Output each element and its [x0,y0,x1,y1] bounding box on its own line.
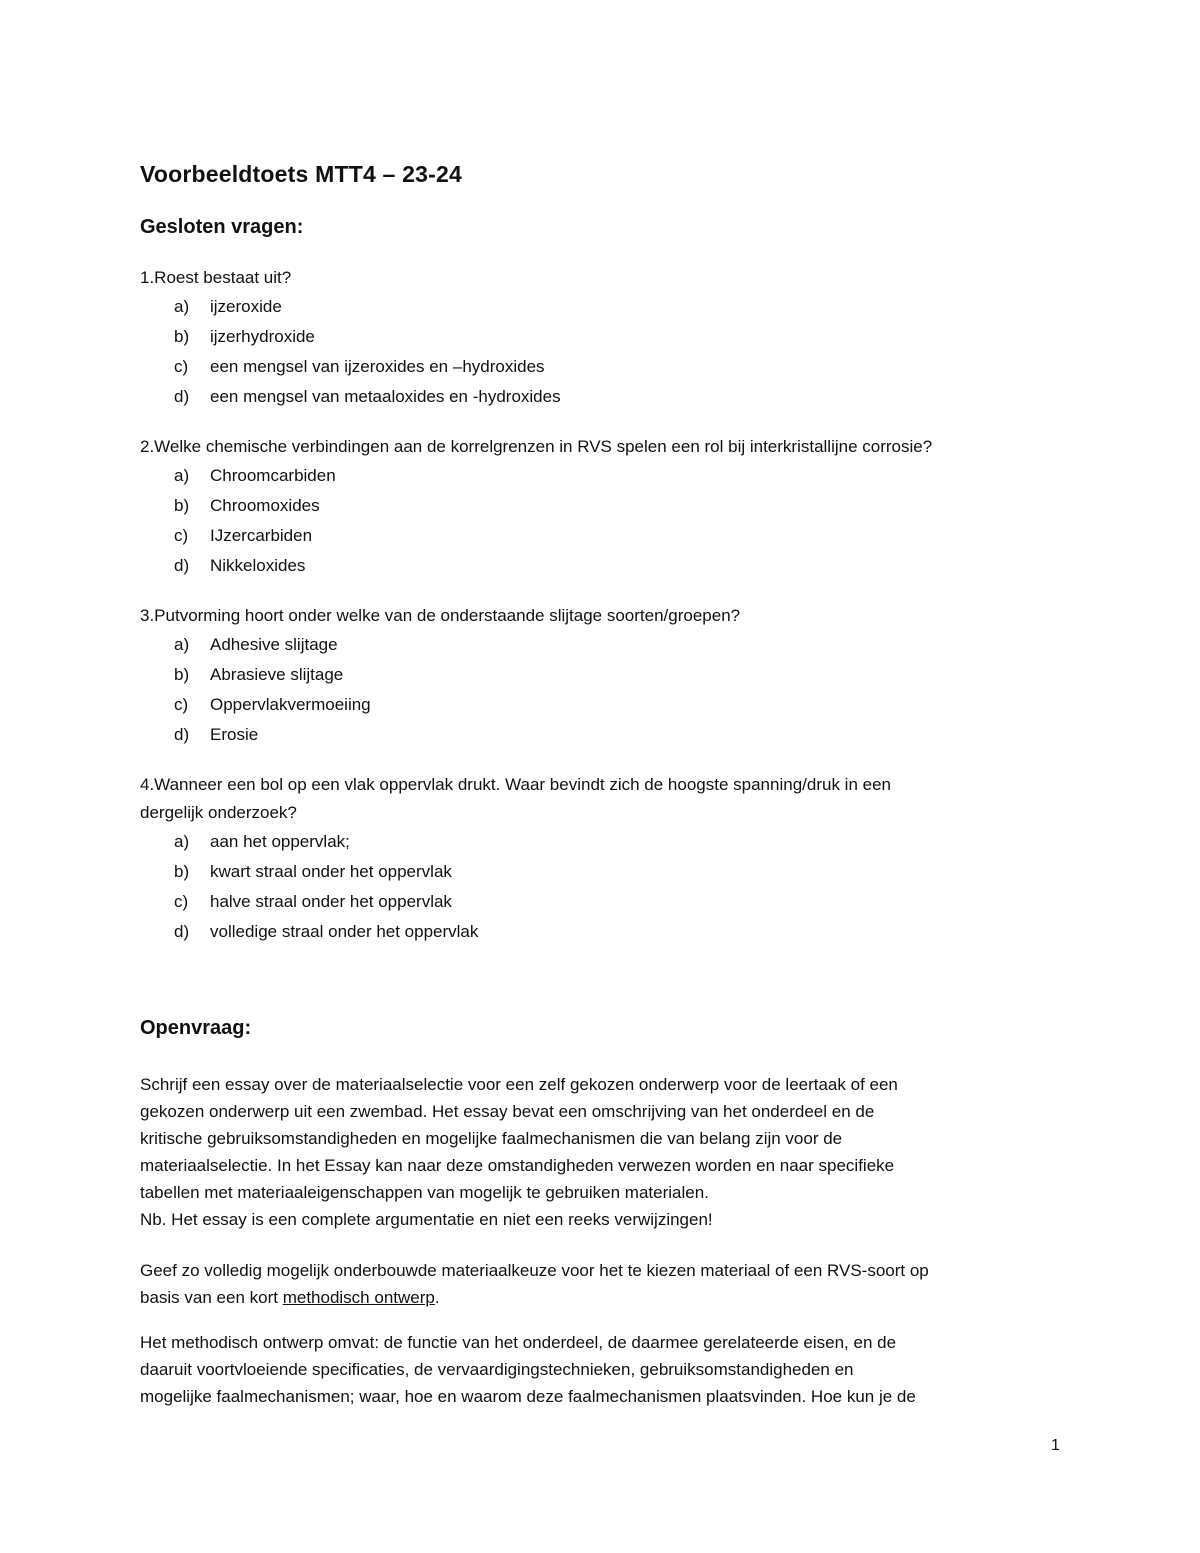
answer-option [140,630,1060,660]
paragraph-line: Nb. Het essay is een complete argumentatie en niet een reeks verwijzingen! [140,1210,713,1229]
option-letter: d) [174,556,190,575]
option-text: IJzercarbiden [210,526,313,545]
essay-paragraph [140,1071,1060,1233]
answer-option [140,292,1060,322]
answer-option [140,857,1060,887]
question-text [140,771,1060,827]
answer-option [140,521,1060,551]
method-paragraph [140,1329,1060,1410]
closed-questions-heading: Gesloten vragen: [140,216,304,238]
question-text-line: dergelijk onderzoek? [140,803,297,822]
option-letter: b) [174,327,190,346]
option-text: Adhesive slijtage [210,635,338,654]
question-text: 2.Welke chemische verbindingen aan de korrelgrenzen in RVS spelen een rol bij interkristallijne corrosie? [140,437,933,456]
answer-option [140,827,1060,857]
answer-options [140,827,1060,947]
answer-option [140,690,1060,720]
option-text: een mengsel van ijzeroxides en –hydroxides [210,357,545,376]
answer-option [140,461,1060,491]
paragraph-line: mogelijke faalmechanismen; waar, hoe en waarom deze faalmechanismen plaatsvinden. Hoe kun je de [140,1387,916,1406]
option-text: Nikkeloxides [210,556,306,575]
paragraph-line: Geef zo volledig mogelijk onderbouwde materiaalkeuze voor het te kiezen materiaal of een RVS-soort op [140,1261,929,1280]
option-text: volledige straal onder het oppervlak [210,922,479,941]
paragraph-line: Schrijf een essay over de materiaalselectie voor een zelf gekozen onderwerp voor de leertaak of een [140,1075,898,1094]
option-text: Oppervlakvermoeiing [210,695,371,714]
question-text-line: 4.Wanneer een bol op een vlak oppervlak drukt. Waar bevindt zich de hoogste spanning/druk in een [140,775,891,794]
answer-option [140,491,1060,521]
answer-option [140,551,1060,581]
answer-option [140,352,1060,382]
option-letter: c) [174,695,189,714]
option-text: Chroomcarbiden [210,466,336,485]
option-text: Erosie [210,725,259,744]
option-letter: b) [174,862,190,881]
document-page [140,0,1060,1553]
paragraph-line: daaruit voortvloeiende specificaties, de vervaardigingstechnieken, gebruiksomstandigheden en [140,1360,854,1379]
question-2 [140,433,1060,581]
option-text: aan het oppervlak; [210,832,350,851]
option-letter: b) [174,496,190,515]
option-letter: a) [174,297,190,316]
option-letter: c) [174,892,189,911]
answer-option [140,322,1060,352]
answer-options [140,461,1060,581]
paragraph-line [140,1284,1060,1311]
answer-option [140,917,1060,947]
question-text: 3.Putvorming hoort onder welke van de onderstaande slijtage soorten/groepen? [140,606,741,625]
paragraph-line: materiaalselectie. In het Essay kan naar deze omstandigheden verwezen worden en naar specifieke [140,1156,895,1175]
option-text: ijzeroxide [210,297,282,316]
option-text: een mengsel van metaaloxides en -hydroxides [210,387,561,406]
option-letter: d) [174,387,190,406]
paragraph-line: gekozen onderwerp uit een zwembad. Het essay bevat een omschrijving van het onderdeel en de [140,1102,875,1121]
option-text: ijzerhydroxide [210,327,315,346]
question-4 [140,771,1060,947]
question-1 [140,264,1060,412]
option-letter: a) [174,832,190,851]
answer-option [140,660,1060,690]
document-title: Voorbeeldtoets MTT4 – 23-24 [140,161,462,187]
material-choice-paragraph [140,1257,1060,1311]
answer-options [140,292,1060,412]
answer-option [140,887,1060,917]
option-letter: c) [174,357,189,376]
option-text: kwart straal onder het oppervlak [210,862,452,881]
option-letter: a) [174,466,190,485]
option-letter: b) [174,665,190,684]
option-letter: d) [174,922,190,941]
page-number: 1 [1051,1437,1060,1454]
methodisch-ontwerp-underlined: methodisch ontwerp [282,1288,435,1307]
option-letter: a) [174,635,190,654]
paragraph-line: tabellen met materiaaleigenschappen van mogelijk te gebruiken materialen. [140,1183,709,1202]
question-text: 1.Roest bestaat uit? [140,268,292,287]
answer-option [140,382,1060,412]
paragraph-line: Het methodisch ontwerp omvat: de functie van het onderdeel, de daarmee gerelateerde eisen, en de [140,1333,897,1352]
paragraph-line: kritische gebruiksomstandigheden en mogelijke faalmechanismen die van belang zijn voor de [140,1129,843,1148]
answer-options [140,630,1060,750]
open-question-heading: Openvraag: [140,1017,252,1039]
line-text: basis van een kort [140,1288,283,1307]
option-letter: c) [174,526,189,545]
option-text: halve straal onder het oppervlak [210,892,452,911]
question-3 [140,602,1060,750]
line-text: . [434,1288,440,1307]
option-text: Chroomoxides [210,496,320,515]
answer-option [140,720,1060,750]
option-text: Abrasieve slijtage [210,665,344,684]
option-letter: d) [174,725,190,744]
